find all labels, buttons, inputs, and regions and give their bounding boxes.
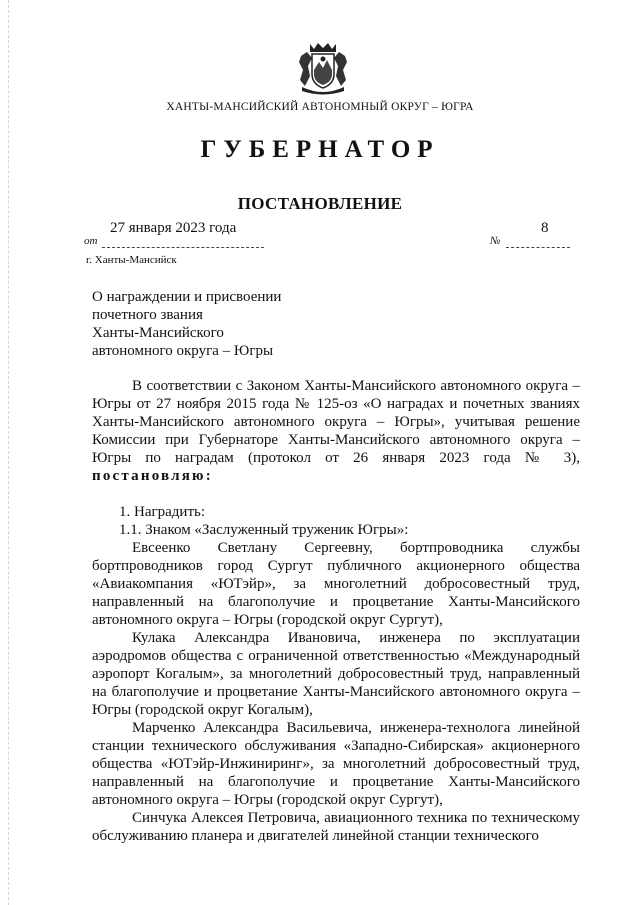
decree-number: 8 — [541, 220, 549, 236]
awardee-paragraph: Синчука Алексея Петровича, авиационного техника по техническому обслуживанию планера и двигателей линейной станции технического — [92, 810, 580, 844]
date-label: от — [84, 235, 98, 247]
number-underline — [506, 247, 570, 248]
subject-line: Ханты-Мансийского — [92, 325, 224, 341]
decree-body — [92, 377, 580, 845]
subject-line: О награждении и присвоении — [92, 289, 282, 305]
resolve-word: постановляю: — [92, 468, 213, 484]
awardee-paragraph: Кулака Александра Ивановича, инженера по эксплуатации аэродромов общества с ограниченной ответственностью «Международный аэропорт Когалым», за многолетний добросовестный труд, направленный на благополучие и процветание Ханты-Мансийского автономного округа – Югры (городской округ Когалым), — [92, 630, 580, 718]
decree-subject — [92, 288, 281, 360]
date-underline — [102, 247, 264, 248]
preamble-paragraph — [92, 377, 580, 485]
decree-date: 27 января 2023 года — [110, 220, 237, 236]
decree-title: ПОСТАНОВЛЕНИЕ — [237, 194, 403, 213]
subject-line: почетного звания — [92, 307, 203, 323]
awardee-paragraph: Марченко Александра Васильевича, инженера-технолога линейной станции технического обслуживания «Западно-Сибирская» акционерного общества «ЮТэйр-Инжиниринг», за многолетний добросовестный труд, направленный на благополучие и процветание Ханты-Мансийского автономного округа – Югры (городской округ Сургут), — [92, 720, 580, 808]
item-1-1: 1.1. Знаком «Заслуженный труженик Югры»: — [119, 522, 409, 538]
subject-line: автономного округа – Югры — [92, 343, 274, 359]
region-name: ХАНТЫ-МАНСИЙСКИЙ АВТОНОМНЫЙ ОКРУГ – ЮГРА — [166, 101, 474, 113]
coat-of-arms-emblem-icon — [296, 40, 350, 96]
governor-title: ГУБЕРНАТОР — [200, 136, 440, 163]
item-1: 1. Наградить: — [119, 504, 206, 520]
preamble-text: В соответствии с Законом Ханты-Мансийского автономного округа – Югры от 27 ноября 2015 года № 125-оз «О наградах и почетных званиях Ханты-Мансийского автономного округа – Югры», учитывая решение Комиссии при Губернаторе Ханты-Мансийского автономного округа – Югры по наградам (протокол от 26 января 2023 года № 3), — [92, 378, 580, 466]
awardee-paragraph: Евсеенко Светлану Сергеевну, бортпроводника службы бортпроводников город Сургут публичного акционерного общества «Авиакомпания «ЮТэйр», за многолетний добросовестный труд, направленный на благополучие и процветание Ханты-Мансийского автономного округа – Югры (городской округ Сургут), — [92, 540, 580, 628]
city-name: г. Ханты-Мансийск — [86, 254, 177, 266]
number-label: № — [490, 235, 501, 247]
